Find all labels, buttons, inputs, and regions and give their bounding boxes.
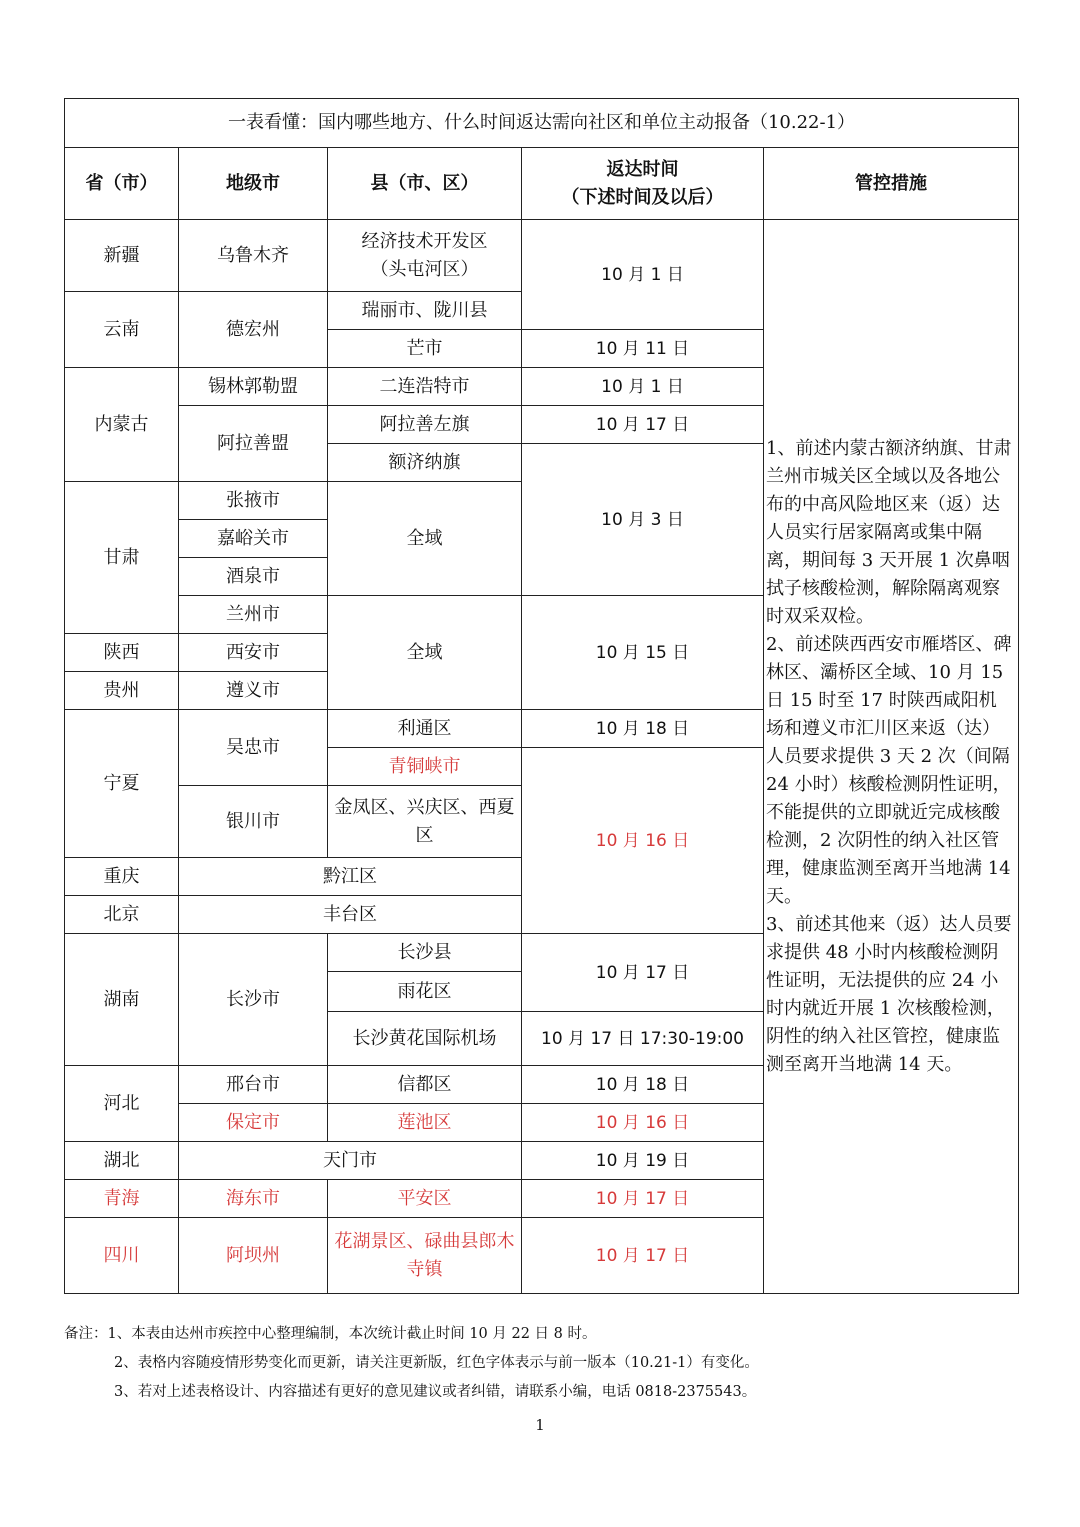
header-time-line2: （下述时间及以后） (561, 186, 724, 208)
province-cell: 新疆 (65, 220, 179, 292)
city-cell: 邢台市 (179, 1066, 328, 1104)
county-cell: 芒市 (328, 330, 522, 368)
city-cell: 银川市 (179, 786, 328, 858)
province-cell: 内蒙古 (65, 368, 179, 482)
report-table (64, 98, 1019, 1294)
county-cell: 阿拉善左旗 (328, 406, 522, 444)
city-cell: 西安市 (179, 634, 328, 672)
date-cell: 10 月 15 日 (522, 596, 764, 710)
city-cell: 乌鲁木齐 (179, 220, 328, 292)
header-city: 地级市 (179, 148, 328, 220)
county-cell: 莲池区 (328, 1104, 522, 1142)
measures-cell (764, 220, 1019, 1294)
note-1: 备注：1、本表由达州市疾控中心整理编制，本次统计截止时间 10 月 22 日 8 时。 (64, 1326, 597, 1342)
date-cell: 10 月 16 日 (522, 1104, 764, 1142)
date-cell: 10 月 19 日 (522, 1142, 764, 1180)
county-cell: 丰台区 (179, 896, 522, 934)
province-cell: 青海 (65, 1180, 179, 1218)
county-cell: 青铜峡市 (328, 748, 522, 786)
province-cell: 湖北 (65, 1142, 179, 1180)
header-county: 县（市、区） (328, 148, 522, 220)
table-title: 一表看懂：国内哪些地方、什么时间返达需向社区和单位主动报备（10.22-1） (65, 99, 1019, 148)
measure-2: 2、前述陕西西安市雁塔区、碑林区、灞桥区全域、10 月 15 日 15 时至 17 时陕西咸阳机场和遵义市汇川区来返（达）人员要求提供 3 天 2 次（间隔 24 小时）核酸检测阴性证明，不能提供的立即就近完成核酸检测，2 次阴性的纳入社区管理，健康监测至离开当地满 14 天。 (766, 633, 1012, 907)
county-cell: 天门市 (179, 1142, 522, 1180)
header-province: 省（市） (65, 148, 179, 220)
city-cell: 嘉峪关市 (179, 520, 328, 558)
county-cell (328, 220, 522, 292)
county-line: 经济技术开发区 (361, 230, 488, 252)
province-cell: 湖南 (65, 934, 179, 1066)
county-line: 金凤区、兴庆区、西夏 (334, 796, 515, 818)
city-cell: 遵义市 (179, 672, 328, 710)
date-cell: 10 月 18 日 (522, 1066, 764, 1104)
county-cell: 长沙黄花国际机场 (328, 1012, 522, 1066)
county-cell: 长沙县 (328, 934, 522, 972)
county-line: （头屯河区） (370, 258, 479, 280)
province-cell: 四川 (65, 1218, 179, 1294)
header-time-line1: 返达时间 (606, 158, 679, 180)
city-cell: 锡林郭勒盟 (179, 368, 328, 406)
province-cell: 重庆 (65, 858, 179, 896)
date-cell: 10 月 1 日 (522, 368, 764, 406)
city-cell: 海东市 (179, 1180, 328, 1218)
county-cell: 额济纳旗 (328, 444, 522, 482)
province-cell: 河北 (65, 1066, 179, 1142)
city-cell: 张掖市 (179, 482, 328, 520)
date-cell: 10 月 17 日 (522, 406, 764, 444)
date-cell: 10 月 1 日 (522, 220, 764, 330)
city-cell: 阿拉善盟 (179, 406, 328, 482)
note-2: 2、表格内容随疫情形势变化而更新，请关注更新版，红色字体表示与前一版本（10.21-1）有变化。 (114, 1355, 759, 1371)
county-cell: 全域 (328, 596, 522, 710)
header-time (522, 148, 764, 220)
county-line: 花湖景区、碌曲县郎木 (334, 1230, 515, 1252)
date-cell: 10 月 16 日 (522, 748, 764, 934)
note-3: 3、若对上述表格设计、内容描述有更好的意见建议或者纠错，请联系小编，电话 0818-2375543。 (114, 1384, 757, 1400)
date-cell: 10 月 17 日 (522, 1180, 764, 1218)
county-line: 寺镇 (406, 1258, 443, 1280)
date-cell: 10 月 3 日 (522, 444, 764, 596)
city-cell: 长沙市 (179, 934, 328, 1066)
date-cell: 10 月 17 日 (522, 934, 764, 1012)
date-cell: 10 月 17 日 (522, 1218, 764, 1294)
date-cell: 10 月 11 日 (522, 330, 764, 368)
province-cell: 云南 (65, 292, 179, 368)
county-cell: 全域 (328, 482, 522, 596)
county-line: 区 (415, 824, 434, 846)
county-cell: 信都区 (328, 1066, 522, 1104)
county-cell: 平安区 (328, 1180, 522, 1218)
province-cell: 甘肃 (65, 482, 179, 634)
province-cell: 宁夏 (65, 710, 179, 858)
county-cell: 雨花区 (328, 972, 522, 1012)
notes (64, 1320, 1064, 1407)
city-cell: 吴忠市 (179, 710, 328, 786)
date-cell: 10 月 18 日 (522, 710, 764, 748)
province-cell: 北京 (65, 896, 179, 934)
city-cell: 德宏州 (179, 292, 328, 368)
county-cell: 黔江区 (179, 858, 522, 896)
county-cell: 利通区 (328, 710, 522, 748)
province-cell: 陕西 (65, 634, 179, 672)
city-cell: 兰州市 (179, 596, 328, 634)
county-cell: 二连浩特市 (328, 368, 522, 406)
date-cell: 10 月 17 日 17:30-19:00 (522, 1012, 764, 1066)
county-cell: 瑞丽市、陇川县 (328, 292, 522, 330)
city-cell: 酒泉市 (179, 558, 328, 596)
page-number: 1 (535, 1416, 545, 1434)
measure-1: 1、前述内蒙古额济纳旗、甘肃兰州市城关区全域以及各地公布的中高风险地区来（返）达人员实行居家隔离或集中隔离，期间每 3 天开展 1 次鼻咽拭子核酸检测，解除隔离观察时双采双检。 (766, 437, 1012, 627)
county-cell (328, 786, 522, 858)
city-cell: 阿坝州 (179, 1218, 328, 1294)
measure-3: 3、前述其他来（返）达人员要求提供 48 小时内核酸检测阴性证明，无法提供的应 24 小时内就近开展 1 次核酸检测，阴性的纳入社区管控，健康监测至离开当地满 14 天。 (766, 913, 1012, 1075)
county-cell (328, 1218, 522, 1294)
city-cell: 保定市 (179, 1104, 328, 1142)
header-measures: 管控措施 (764, 148, 1019, 220)
province-cell: 贵州 (65, 672, 179, 710)
